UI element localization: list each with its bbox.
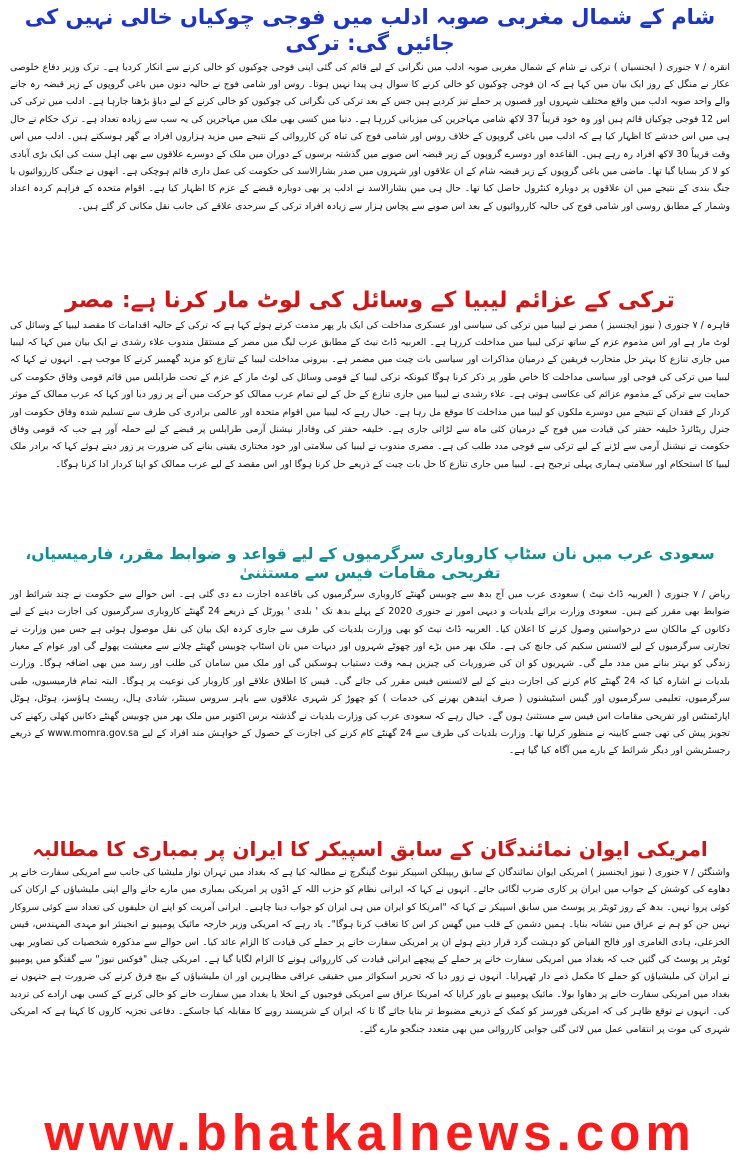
body-turkey-idlib: انقرہ / ۷ جنوری ( ایجنسیاں ) ترکی نے شام کے شمال مغربی صوبہ ادلب میں نگرانی کے لیے قائم کی گئی اپنی فوجی چوکیوں کو خالی کرنے سے انکار کردیا ہے۔ ترک وزیر دفاع خلوصی عکار نے منگل کے روز ایک بیان میں کہا ہے کہ ان فوجی چوکیوں کو خالی کرنے کا سوال ہی پیدا نہیں ہوتا۔ روس اور شامی فوج نے حالیہ دنوں میں باغی گروپوں کے زیر قبضہ رہ جانے والے واحد صوبہ ادلب میں واقع مختلف شہروں اور قصبوں پر حملے تیز کردیے ہیں جس کے بعد ترکی کی نگرانی کی چوکیوں کو خالی کرنے کے لیے دباؤ بڑھتا جارہا ہے۔ ادلب میں ترکی کی اس 12 فوجی چوکیاں قائم ہیں اور وہ خود قریباً 37 لاکھ شامی مہاجرین کی میزبانی کررہا ہے۔ دنیا میں کسی بھی ملک میں مہاجرین کی یہ سب سے زیادہ تعداد ہے۔ ترک حکام نے حال ہی میں اس خدشے کا اظہار کیا ہے کہ ادلب میں باغی گروپوں کے خلاف روس اور شامی فوج کی تباہ کن کارروائی کے نتیجے میں مزید ہزاروں افراد بے گھر ہوسکتے ہیں۔ ادلب میں اس وقت قریباً 30 لاکھ افراد رہ رہے ہیں۔ القاعدہ اور دوسرے گروپوں کے زیر قبضہ اس صوبے میں گذشتہ برسوں کے دوران میں ملک کے دوسرے علاقوں سے بھی اہل سنت کی ایک بڑی آبادی کو لا کر بسایا گیا تھا۔ ماضی میں باغی گروپوں کے زیر قبضہ شام کے ان علاقوں اور شہروں میں صدر بشارالاسد کی حکومت کی عمل داری قائم ہوچکی ہے۔ انھوں نے جنگی کارروائیوں یا جنگ بندی کے نتیجے میں ان علاقوں پر دوبارہ کنٹرول حاصل کیا تھا۔ حال ہی میں بشارالاسد نے ادلب پر بھی دوبارہ قبضے کے عزم کا اظہار کیا ہے۔ اقوام متحدہ کے فراہم کردہ اعداد وشمار کے مطابق روسی اور شامی فوج کی حالیہ کارروائیوں کے بعد اس صوبے سے پچاس ہزار سے زیادہ افراد ترکی کے سرحدی علاقے کی جانب نقل مکانی کر گئے ہیں۔ bbox=[9, 61, 730, 212]
site-url-banner[interactable]: www.bhatkalnews.com bbox=[44, 1105, 696, 1160]
headline-egypt-libya: ترکی کے عزائم لیبیا کے وسائل کی لوٹ مار کرنا ہے: مصر bbox=[65, 288, 675, 313]
headline-us-speaker-iran: امریکی ایوان نمائندگان کے سابق اسپیکر کا ایران پر بمباری کا مطالبہ bbox=[32, 837, 708, 861]
article-egypt-libya bbox=[0, 283, 740, 541]
headline-saudi-nonstop: سعودی عرب میں نان سٹاپ کاروباری سرگرمیوں کے لیے قواعد و ضوابط مقرر، فارمیسیاں، تفریحی مقامات فیس سے مستثنیٰ bbox=[25, 545, 715, 583]
body-us-speaker-iran: واشنگٹن / ۷ جنوری ( نیوز ایجنسیز ) امریکی ایوان نمائندگان کے سابق ریپبلکن اسپیکر نیوٹ گینگرچ نے مطالبہ کیا ہے کہ بغداد میں تہران نواز ملیشیا کی جانب سے امریکی سفارت خانے پر دھاوے کی کوشش کے جواب میں ایران پر کاری ضرب لگائی جائے۔ انہوں نے کہا کہ ایرانی نظام کو حزب اللہ کے اڈوں پر امریکی بمباری میں مارے جانے والے اپنی ملیشیاؤں کے ارکان کی کوئی پروا نہیں۔ بدھ کے روز ٹویٹر پر پوسٹ میں سابق اسپیکر نے کہا کہ "امریکا کو ایران میں ہی ایران کو جواب دینا چاہیے۔ ایرانی آمریت کو اپنے ان حلیفوں کی تعداد سے کوئی سروکار نہیں جن کو ہم نے عراق میں نشانہ بنایا۔ ہمیں دشمن کے قلب میں گھس کر اس کا تعاقب کرنا ہوگا"۔ یاد رہے کہ امریکی وزیر خارجہ مائیک پومپیو نے انجینئر ابو مہدی المہندس، قیس الخزعلی، ہادی العامری اور فالح الفیاض کو دہشت گرد قرار دیتے ہوئے ان پر امریکی سفارت خانے پر حملے کی قیادت کا الزام عائد کیا۔ اس حوالے سے مذکورہ شخصیات کی تصاویر بھی ٹویٹر پر پوسٹ کی گئیں جب کہ بغداد میں امریکی سفارت خانے پر حملے کے پیچھے ایرانی قیادت کی کارروائی ہونے کا الزام لگایا گیا ہے۔ امریکی چینل "فوکس نیوز" سے گفتگو میں پومپیو نے ایران کی ملیشیاؤں کو حملے کا مکمل ذمے دار ٹھہرایا۔ انہوں نے زور دیا کہ تحریر اسکوائر میں حقیقی عراقی مظاہرین اور ان ملیشیاؤں کے بیچ فرق کرنے کی ضرورت ہے جنہوں نے بغداد میں امریکی سفارت خانے پر دھاوا بولا۔ مائیک پومپیو نے باور کرایا کہ امریکا عراق سے امریکی فوجیوں کے انخلا یا بغداد میں سفارت خانے کو خالی کرنے کے کسی بھی ارادے کی تردید کی۔ انہوں نے توقع ظاہر کی کہ امریکی فورسز کو کمک کے ذریعے مضبوط تر بنایا جائے گا تا کہ ایران کے شرپسند رویے کا مقابلہ کیا جاسکے۔ دفاعی تجزیہ کاروں کا کہنا ہے کہ امریکی شہری کی موت پر انتقامی عمل میں لائی گئی جوابی کارروائی میں بھی متعدد جنگجو مارے گئے۔ bbox=[10, 867, 731, 1035]
article-saudi-nonstop bbox=[0, 541, 740, 833]
body-egypt-libya: قاہرہ / ۷ جنوری ( نیوز ایجنسیز ) مصر نے لیبیا میں ترکی کی سیاسی اور عسکری مداخلت کی ایک بار پھر مذمت کرتے ہوئے کہا ہے کہ ترکی کے حالیہ اقدامات کا مقصد لیبیا کے وسائل کی لوٹ مار ہے اور اس مذموم عزم کے ساتھ ترکی لیبیا میں مداخلت کررہا ہے۔ العربیہ ڈاٹ نیٹ کے مطابق عرب لیگ میں مصر کے مستقل مندوب علاء رشدی نے ایک بیان میں کہا کہ لیبیا میں جاری تنازع کا بہتر حل متحارب فریقین کے درمیان مذاکرات اور سیاسی بات چیت میں مضمر ہے۔ بیرونی مداخلت لیبیا کے تنازع کو مزید گھمبیر کرنے کا موجب ہے۔ انہوں نے کہا کہ لیبیا میں ترکی کی فوجی اور سیاسی مداخلت کا خاص طور پر ذکر کرنا ہوگا کیونکہ ترکی لیبیا کے قومی وسائل کی لوٹ مار کے عزم کے تحت طرابلس میں قائم قومی وفاق حکومت کی حمایت سے ترکی کے مذموم عزائم کی عکاسی ہوتی ہے۔ علاء رشدی نے لیبیا میں جاری تنازع کے حل کے لیے تمام عرب ممالک کو حرکت میں آنے پر زور دیا اور کہا کہ عرب ممالک کے موثر کردار کے فقدان کے نتیجے میں دوسرے ملکوں کو لیبیا میں مداخلت کا موقع مل رہا ہے۔ خیال رہے کہ لیبیا میں اقوام متحدہ اور عالمی برادری کی طرف سے تسلیم شدہ وفاق حکومت اور جنرل ریٹائرڈ خلیفہ حفتر کی قیادت میں فوج کے درمیان کئی ماہ سے لڑائی جاری ہے۔ خلیفہ حفتر کی وفادار نیشنل آرمی طرابلس پر قبضے کے لیے حملہ آور ہے جب کہ قومی وفاق حکومت نے نیشنل آرمی سے لڑنے کے لیے ترکی سے فوجی مدد طلب کی ہے۔ مصری مندوب نے لیبیا کی سلامتی اور خود مختاری یقینی بنانے کی ضرورت پر زور دیتے ہوئے کہا کہ برادر ملک لیبیا کا استحکام اور سلامتی ہماری پہلی ترجیح ہے۔ لیبیا میں جاری تنازع کا حل بات چیت کے ذریعے حل کرنا ہوگا اور اس مقصد کے لیے عرب ممالک کو اپنا کردار ادا کرنا ہوگا۔ bbox=[10, 319, 730, 470]
body-saudi-nonstop: ریاض / ۷ جنوری ( العربیہ ڈاٹ نیٹ ) سعودی عرب میں آج بدھ سے چوبیس گھنٹے کاروباری سرگرمیوں کی باقاعدہ اجازت دے دی گئی ہے۔ اس حوالے سے حکومت نے چند شرائط اور ضوابط بھی مقرر کیے ہیں۔ سعودی وزارت برائے بلدیات و دیہی امور نے جنوری 2020 کے پہلے بدھ تک ' بلدی ' پورٹل کے ذریعے 24 گھنٹے کاروباری سرگرمیوں کی اجازت دینے کے لیے دکانوں کے مالکان سے درخواستیں وصول کرنے کا اعلان کیا۔ العربیہ ڈاٹ نیٹ کو بھی وزارت بلدیات کی طرف سے جاری کردہ ایک بیان کی نقل موصول ہوئی ہے جس میں وزارت نے تجارتی سرگرمیوں کے لیے لائسنس سکیم کی جانچ کی ہے۔ ملک بھر میں بڑے اور چھوٹے شہروں اور دیہات میں نان اسٹاپ چوبیس گھنٹے چلانے سے معیشت پھولے گی اور عوام کے معیار زندگی کو بہتر بنانے میں مدد ملے گی۔ شہریوں کو ان کی ضروریات کی چیزیں ہمہ وقت دستیاب ہوسکیں گی اور ملک میں سامان کی طلب اور رسد میں بھی اضافہ ہوگا۔ وزارت بلدیات نے اشارہ کیا کہ 24 گھنٹے کام کرنے کی اجازت دینے کے لیے لائسنس فیس مقرر کی جائے گی۔ فیس کا اطلاق علاقے اور کاروبار کی نوعیت پر ہوگا۔ البتہ تمام فارمیسیوں، طبی سرگرمیوں، تعلیمی سرگرمیوں اور گیس اسٹیشنوں ( صرف ایندھن بھرنے کی خدمات ) کو چھوڑ کر شہری علاقوں سے باہر سروس سینٹر، شادی ہال، ریسٹ ہاؤسز، ہوٹل، ہوٹل اپارٹمنٹس اور تفریحی مقامات اس فیس سے مستثنیٰ ہوں گے۔ خیال رہے کہ سعودی عرب کی وزارت بلدیات نے گذشتہ برس اکتوبر میں ملک بھر میں چوبیس گھنٹے دکانیں کھلی رکھنے کی تجویز پیش کی تھی جسے کابینہ نے منظور کرلیا تھا۔ وزارت بلدیات کی طرف سے 24 گھنٹے کام کرنے کی اجازت کے حصول کے خواہش مند افراد کے لیے www.momra.gov.sa کے ذریعے رجسٹریشن اور دیگر شرائط کے بارے میں آگاہ کیا گیا ہے۔ bbox=[10, 588, 731, 757]
article-us-speaker-iran bbox=[0, 833, 740, 1105]
article-turkey-idlib bbox=[0, 0, 740, 283]
headline-turkey-idlib: شام کے شمال مغربی صوبہ ادلب میں فوجی چوکیاں خالی نہیں کی جائیں گی: ترکی bbox=[24, 5, 716, 56]
